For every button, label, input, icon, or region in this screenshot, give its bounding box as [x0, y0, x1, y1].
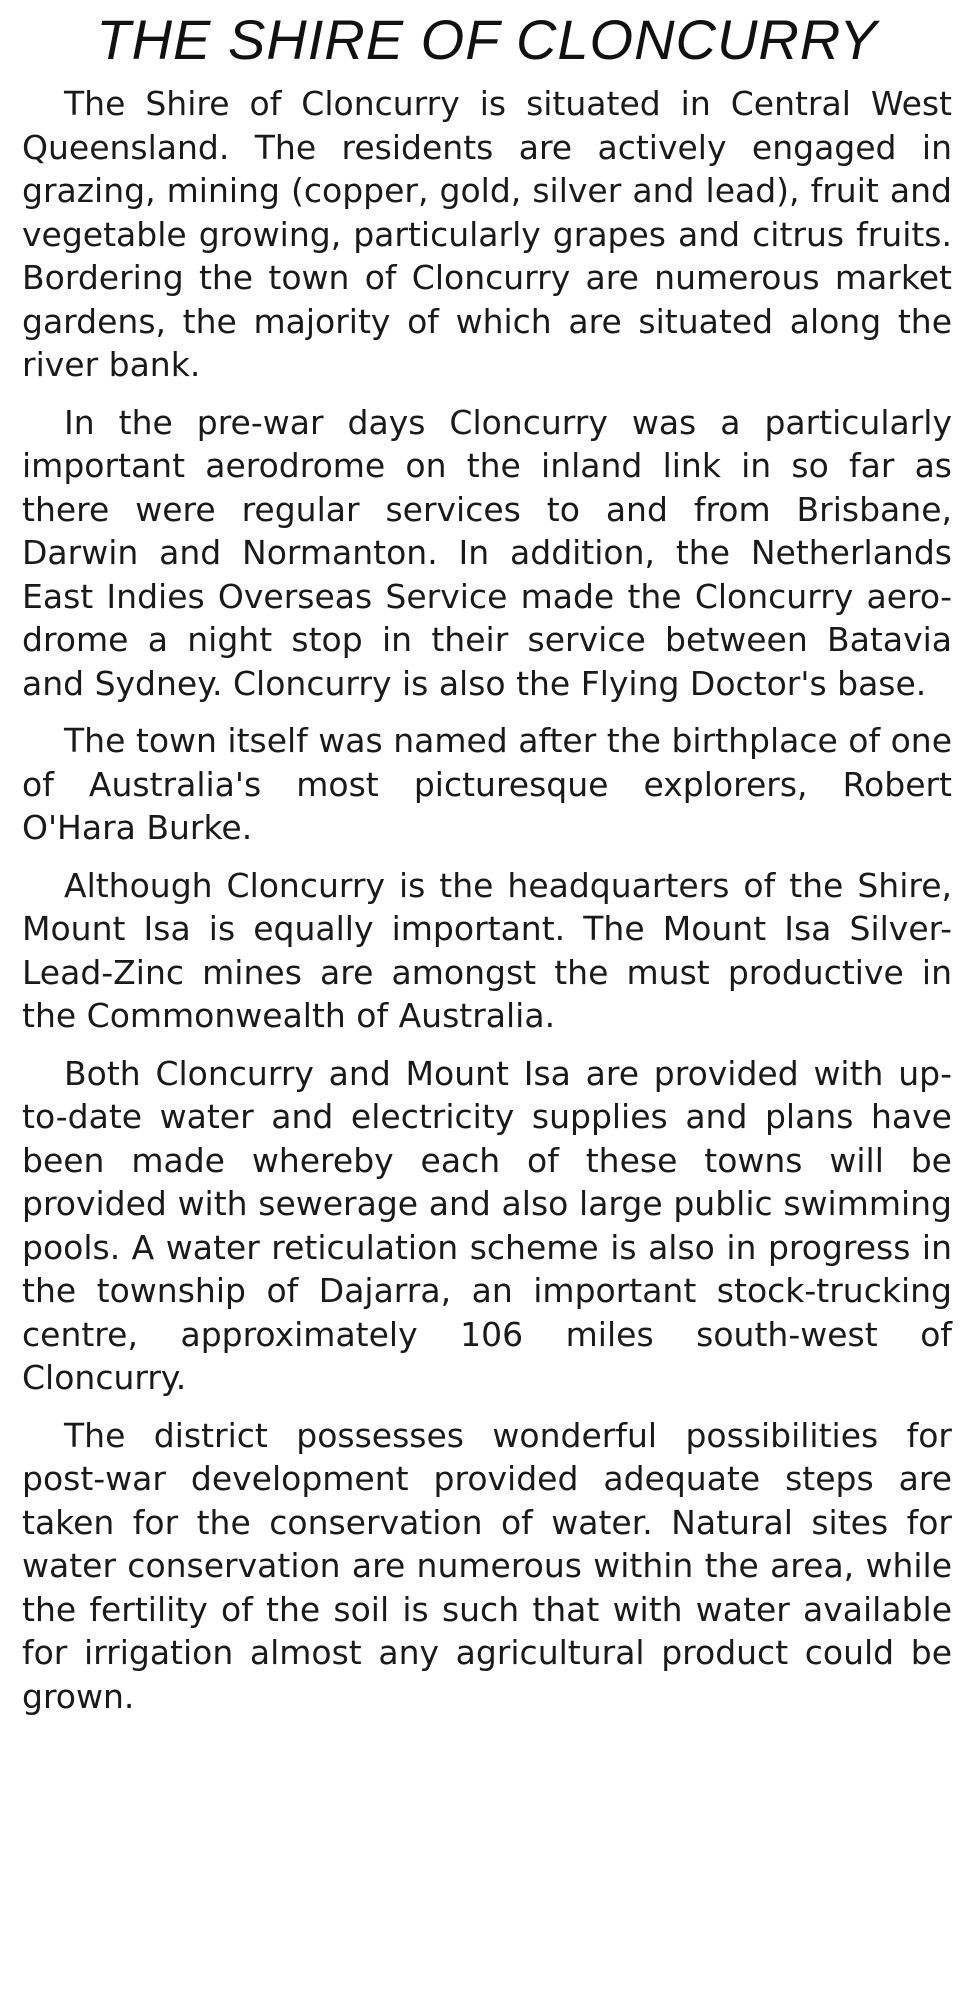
article: [22, 8, 952, 1732]
article-title: THE SHIRE OF CLONCURRY: [96, 8, 878, 71]
article-paragraph: In the pre-war days Cloncurry was a particularly important aerodrome on the inland link in so far as there were regular services to and from Brisbane, Darwin and Normanton. In addition, the Netherlands East Indies Overseas Service made the Cloncurry aerodrome a night stop in their service between Batavia and Sydney. Cloncurry is also the Flying Doctor's base.: [22, 402, 952, 703]
article-paragraph: The Shire of Cloncurry is situated in Central West Queensland. The residents are actively engaged in grazing, mining (copper, gold, silver and lead), fruit and vegetable growing, particularly grapes and citrus fruits. Bordering the town of Cloncurry are numerous market gardens, the majority of which are situated along the river bank.: [22, 84, 952, 384]
article-paragraph: Although Cloncurry is the headquarters of the Shire, Mount Isa is equally important. The Mount Isa Silver-Lead-Zinc mines are amongst the must productive in the Commonwealth of Australia.: [22, 865, 952, 1035]
article-paragraph: The town itself was named after the birthplace of one of Australia's most picturesque explorers, Robert O'Hara Burke.: [22, 721, 952, 847]
article-paragraph: Both Cloncurry and Mount Isa are provided with up-to-date water and electricity supplies and plans have been made whereby each of these towns will be provided with sewerage and also large public swimming pools. A water reticulation scheme is also in progress in the township of Dajarra, an important stock-trucking centre, approximately 106 miles south-west of Cloncurry.: [22, 1053, 952, 1397]
article-paragraph: The district possesses wonderful possibilities for post-war development provided adequate steps are taken for the conservation of water. Natural sites for water conservation are numerous within the area, while the fertility of the soil is such that with water available for irrigation almost any agricultural product could be grown.: [22, 1415, 952, 1716]
